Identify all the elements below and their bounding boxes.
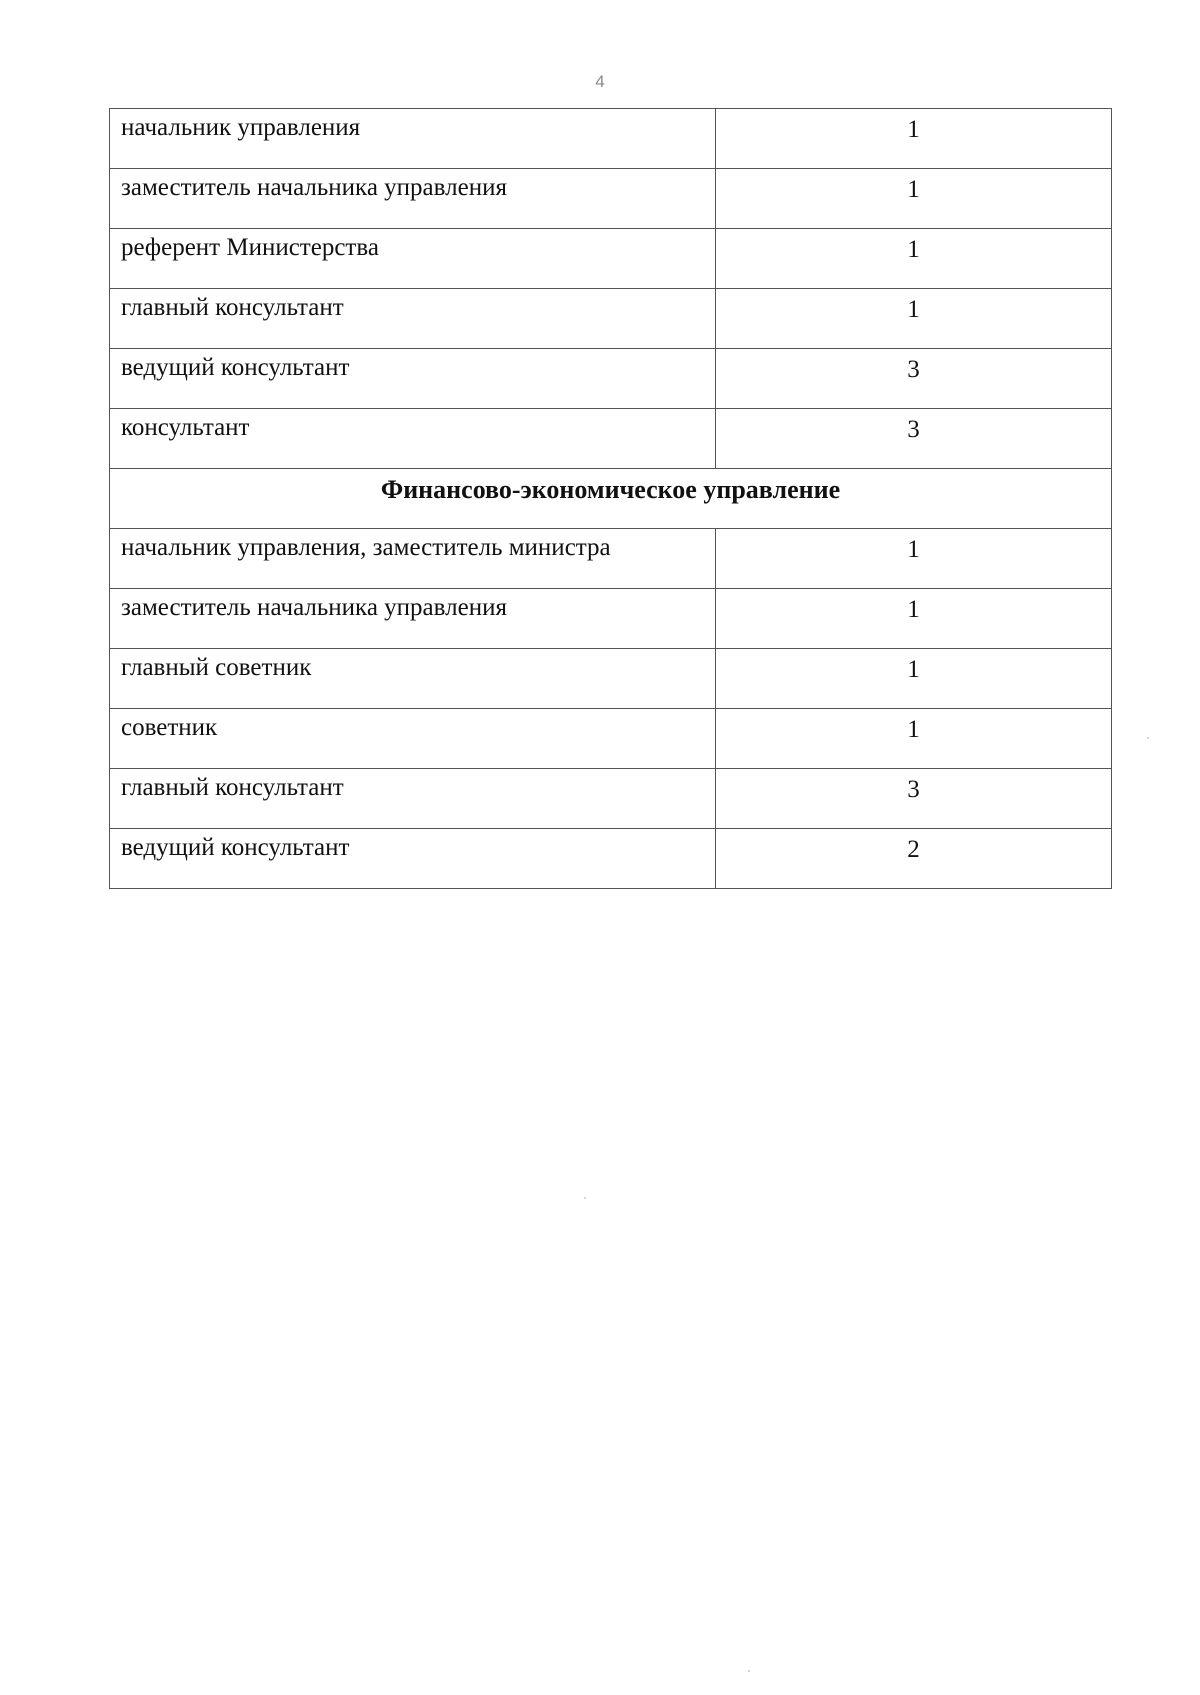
staffing-table-body [110,109,1112,889]
table-row [110,829,1112,889]
section-title: Финансово-экономическое управление [110,469,1112,529]
position-count: 3 [716,409,1112,469]
position-title: начальник управления, заместитель министра [110,529,716,589]
table-row [110,589,1112,649]
staffing-table [109,108,1112,889]
position-count: 1 [716,709,1112,769]
table-row [110,289,1112,349]
table-row [110,109,1112,169]
position-title: главный консультант [110,769,716,829]
position-count: 1 [716,649,1112,709]
position-title: главный советник [110,649,716,709]
scan-speck [1147,737,1149,739]
position-title: начальник управления [110,109,716,169]
table-row [110,409,1112,469]
table-row [110,709,1112,769]
scan-speck [584,1197,586,1199]
position-count: 1 [716,529,1112,589]
position-title: советник [110,709,716,769]
position-count: 3 [716,769,1112,829]
position-count: 1 [716,109,1112,169]
scan-speck [748,1670,750,1672]
section-header-row [110,469,1112,529]
position-count: 2 [716,829,1112,889]
position-title: ведущий консультант [110,829,716,889]
table-row [110,349,1112,409]
position-title: главный консультант [110,289,716,349]
position-title: консультант [110,409,716,469]
table-row [110,769,1112,829]
position-count: 1 [716,169,1112,229]
position-title: референт Министерства [110,229,716,289]
page-number: 4 [595,72,605,91]
position-count: 3 [716,349,1112,409]
table-row [110,229,1112,289]
position-title: заместитель начальника управления [110,589,716,649]
position-count: 1 [716,589,1112,649]
table-row [110,649,1112,709]
table-row [110,529,1112,589]
position-count: 1 [716,289,1112,349]
position-title: ведущий консультант [110,349,716,409]
position-count: 1 [716,229,1112,289]
position-title: заместитель начальника управления [110,169,716,229]
table-row [110,169,1112,229]
